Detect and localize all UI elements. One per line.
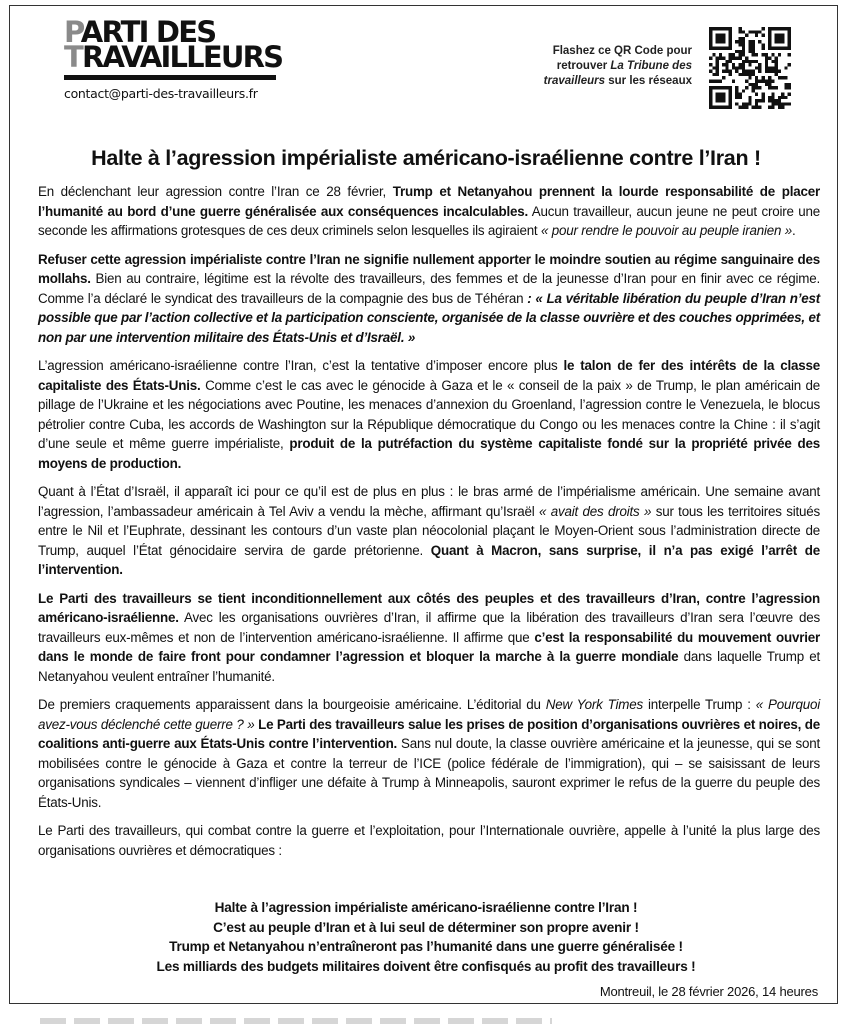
paragraph-4-run: « avait des droits » (539, 503, 652, 519)
paragraph-2-run: : « La véritable libération du peuple d’Iran n’est possible que par l’action collective et la participation consciente, organisée de la classe ouvrière et des couches opprimées, et non par une intervention militaire des États-Unis et d’Israël. » (38, 290, 820, 345)
paragraph-4 (38, 482, 820, 580)
paragraph-5-run: Le Parti des travailleurs se tient inconditionnellement aux côtés des peuples et des travailleurs d’Iran, contre l’agression américano-israélienne. (38, 590, 820, 625)
paragraph-5-run: c’est la responsabilité du mouvement ouvrier dans le monde de faire front pour condamner l’agression et bloquer la marche à la guerre mondiale (38, 629, 820, 664)
logo-initial-1: P (64, 15, 81, 49)
paragraph-5-run: dans laquelle Trump et Netanyahou veulent entraîner l’humanité. (38, 649, 820, 684)
paragraph-4-run: Quant à Macron, sans surprise, il n’a pas exigé l’arrêt de l’intervention. (38, 542, 821, 577)
paragraph-7 (38, 821, 820, 860)
qr-caption-line-3 (482, 74, 692, 89)
slogan-line: Trump et Netanyahou n’entraîneront pas l’humanité dans une guerre généralisée ! (169, 939, 683, 955)
paragraph-6-run: De premiers craquements apparaissent dans la bourgeoisie américaine. L’éditorial du (38, 697, 546, 712)
paragraph-3-run: le talon de fer des intérêts de la classe capitaliste des États-Unis. (38, 358, 820, 393)
paragraph-3-run: Comme c’est le cas avec le génocide à Gaza et le « conseil de la paix » de Trump, le plan américain de pillage de l’Ukraine et les négociations avec Poutine, les menaces d’annexion du Groenland, l’agression contre le Venezuela, le blocus pétrolier contre Cuba, les accords de Washington sur la République démocratique du Congo ou les menaces contre la Chine : il s’agit d’une seule et même guerre impérialiste, (38, 377, 820, 451)
slogan-line: Les milliards des budgets militaires doivent être confisqués au profit des travailleurs ! (156, 959, 696, 975)
paragraph-6-run: interpelle Trump : (642, 697, 756, 712)
signature: Montreuil, le 28 février 2026, 14 heures (599, 984, 818, 999)
paragraph-2 (38, 250, 820, 348)
cropped-footer-text (40, 1018, 552, 1024)
qr-caption-line-2 (482, 59, 692, 74)
article-body (38, 182, 820, 869)
qr-caption-2a: retrouver (556, 60, 611, 72)
paragraph-2-run: Bien au contraire, légitime est la révolte des travailleurs, des femmes et de la jeunesse d’Iran pour en finir avec ce régime. Comme l’a déclaré le syndicat des travailleurs de la compagnie des bus de Téhéran (38, 271, 820, 306)
paragraph-3 (38, 356, 820, 473)
logo-line-2 (64, 40, 283, 74)
qr-caption (482, 44, 692, 89)
paragraph-1-run: « pour rendre le pouvoir au peuple iranien » (540, 223, 792, 238)
paragraph-7-run: Le Parti des travailleurs, qui combat contre la guerre et l’exploitation, pour l’Internationale ouvrière, appelle à l’unité la plus large des organisations ouvrières et démocratiques : (38, 823, 820, 858)
logo-underline (64, 75, 276, 80)
qr-caption-3a: travailleurs (543, 75, 606, 87)
article-title: Halte à l’agression impérialiste américano-israélienne contre l’Iran ! (91, 146, 761, 170)
party-logo (64, 15, 283, 101)
paragraph-2-run: Refuser cette agression impérialiste contre l’Iran ne signifie nullement apporter le moindre soutien au régime sanguinaire des mollahs. (38, 251, 820, 286)
paragraph-6-run: « Pourquoi avez-vous déclenché cette guerre ? » (38, 697, 820, 732)
paragraph-5-run: Avec les organisations ouvrières d’Iran, il affirme que la libération des travailleurs d’Iran sera l’œuvre des travailleurs eux-mêmes et non de l’intervention américano-israélienne. Il affirme que (38, 610, 820, 645)
paragraph-4-run: Quant à l’État d’Israël, il apparaît ici pour ce qu’il est de plus en plus : le bras armé de l’impérialisme américain. Une semaine avant l’agression, l’ambassadeur américain à Tel Aviv a vendu la mèche, affirmant qu’Israël (38, 484, 820, 519)
logo-initial-2: T (64, 40, 82, 74)
contact-email[interactable]: contact@parti-des-travailleurs.fr (64, 86, 258, 101)
slogan-line: Halte à l’agression impérialiste américano-israélienne contre l’Iran ! (214, 900, 638, 915)
paragraph-3-run: produit de la putréfaction du système capitaliste fondé sur la propriété privée des moyens de production. (38, 436, 820, 471)
slogan-line: C’est au peuple d’Iran et à lui seul de déterminer son propre avenir ! (213, 919, 639, 935)
paragraph-1 (38, 182, 820, 241)
slogans-block (0, 898, 852, 977)
qr-caption-2b: La Tribune des (610, 60, 692, 72)
paragraph-6-run: Le Parti des travailleurs salue les prises de position d’organisations ouvrières et noires, de coalitions anti-guerre aux États-Unis contre l’intervention. (38, 716, 821, 751)
paragraph-6-run: New York Times (545, 697, 643, 712)
paragraph-1-run: En déclenchant leur agression contre l’Iran ce 28 février, (38, 184, 393, 199)
qr-caption-3b: sur les réseaux (605, 75, 692, 87)
qr-caption-line-1: Flashez ce QR Code pour (552, 45, 692, 57)
paragraph-1-run: Trump et Netanyahou prennent la lourde responsabilité de placer l’humanité au bord d’une guerre généralisée aux conséquences incalculables. (38, 184, 820, 219)
logo-rest-1: ARTI DES (80, 15, 216, 49)
paragraph-1-run: . (792, 223, 796, 238)
paragraph-1-run: Aucun travailleur, aucun jeune ne peut croire une seconde les affirmations grotesques de ces deux criminels selon lesquelles ils agiraient (38, 203, 820, 238)
qr-code-icon[interactable] (709, 27, 791, 109)
logo-rest-2: RAVAILLEURS (81, 40, 283, 74)
paragraph-3-run: L’agression américano-israélienne contre l’Iran, c’est la tentative d’imposer encore plus (38, 358, 564, 373)
paragraph-5 (38, 589, 820, 687)
paragraph-4-run: sur tous les territoires situés entre le Nil et l’Euphrate, dessinant les contours d’un vaste plan néocolonial plaçant le Moyen-Orient sous l’administration directe de Trump, auquel l’État génocidaire servira de garde prétorienne. (38, 503, 820, 558)
paragraph-6 (38, 695, 820, 812)
paragraph-6-run: Sans nul doute, la classe ouvrière américaine et la jeunesse, qui se sont mobilisées contre le génocide à Gaza et contre la terreur de l’ICE (police fédérale de l’immigration), qui – se saisissant de leurs organisations syndicales – viennent d’infliger une défaite à Trump à Minneapolis, sauront exprimer le refus de la guerre du peuple des États-Unis. (38, 736, 820, 810)
